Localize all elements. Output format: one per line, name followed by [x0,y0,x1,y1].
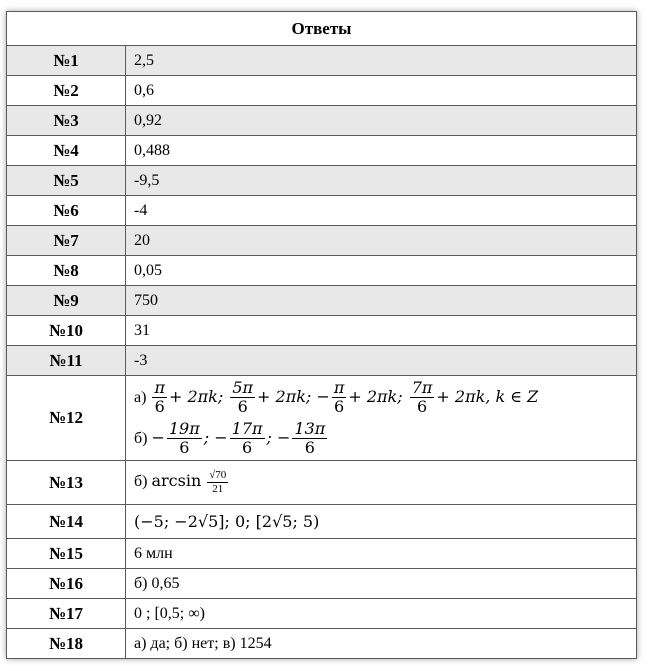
task-answer: 6 млн [126,539,637,569]
task-number: №14 [7,505,126,539]
task-answer: 0 ; [0,5; ∞) [126,599,637,629]
table-row [7,196,637,226]
task-number: №18 [7,629,126,659]
task-answer: 31 [126,316,637,346]
task-number: №13 [7,461,126,505]
table-row [7,286,637,316]
task-number: №7 [7,226,126,256]
table-row [7,346,637,376]
fraction: $\frac{7\pi}{6}$ [411,377,433,416]
table-row [7,136,637,166]
task-number: №10 [7,316,126,346]
answers-table [6,11,637,659]
fraction: $\frac{17\pi}{6}$ [231,418,263,457]
task-answer: 2,5 [126,46,637,76]
table-row [7,256,637,286]
task-answer: 0,05 [126,256,637,286]
table-row [7,316,637,346]
task-answer: -9,5 [126,166,637,196]
task-answer: -3 [126,346,637,376]
task-answer: -4 [126,196,637,226]
task-answer-formula [126,376,637,461]
table-row [7,505,637,539]
table-title: Ответы [7,12,637,46]
fraction: $\frac{√70}{21}$ [209,469,227,495]
task-number: №2 [7,76,126,106]
table-row [7,46,637,76]
task-number: №11 [7,346,126,376]
task-answer: 0,6 [126,76,637,106]
table-row [7,376,637,461]
task-answer-formula: б) arcsin $\frac{√70}{21}$ [126,461,637,505]
task-answer: 0,92 [126,106,637,136]
task-number: №9 [7,286,126,316]
task-number: №5 [7,166,126,196]
table-row [7,461,637,505]
table-row [7,599,637,629]
task-number: №4 [7,136,126,166]
table-row [7,106,637,136]
task-answer: а) да; б) нет; в) 1254 [126,629,637,659]
task-answer: 0,488 [126,136,637,166]
fraction: $\frac{19\pi}{6}$ [168,418,200,457]
task-number: №1 [7,46,126,76]
task-number: №3 [7,106,126,136]
table-row [7,569,637,599]
task-answer: (−5; −2√5]; 0; [2√5; 5) [126,505,637,539]
table-header-row [7,12,637,46]
task-number: №17 [7,599,126,629]
task-number: №6 [7,196,126,226]
task-answer: 20 [126,226,637,256]
task-number: №8 [7,256,126,286]
fraction: $\frac{13\pi}{6}$ [294,418,326,457]
formula-line-a: а) $\frac{\pi}{6}$ + 2πk; $\frac{5\pi}{6}$ + 2πk; − $\frac{\pi}{6}$ + 2πk; $\frac{7\pi}{6}$ + 2πk, k ∈ Z [134,377,539,416]
table-row [7,226,637,256]
fraction: $\frac{\pi}{6}$ [154,377,165,416]
fraction: $\frac{\pi}{6}$ [333,377,345,416]
task-answer: б) 0,65 [126,569,637,599]
fraction: $\frac{5\pi}{6}$ [232,377,254,416]
table-row [7,76,637,106]
task-number: №16 [7,569,126,599]
table-row [7,166,637,196]
table-row [7,629,637,659]
formula-line-b: б) − $\frac{19\pi}{6}$ ; − $\frac{17\pi}{6}$ ; − $\frac{13\pi}{6}$ [134,418,326,457]
task-number: №12 [7,376,126,461]
task-number: №15 [7,539,126,569]
table-row [7,539,637,569]
task-answer: 750 [126,286,637,316]
